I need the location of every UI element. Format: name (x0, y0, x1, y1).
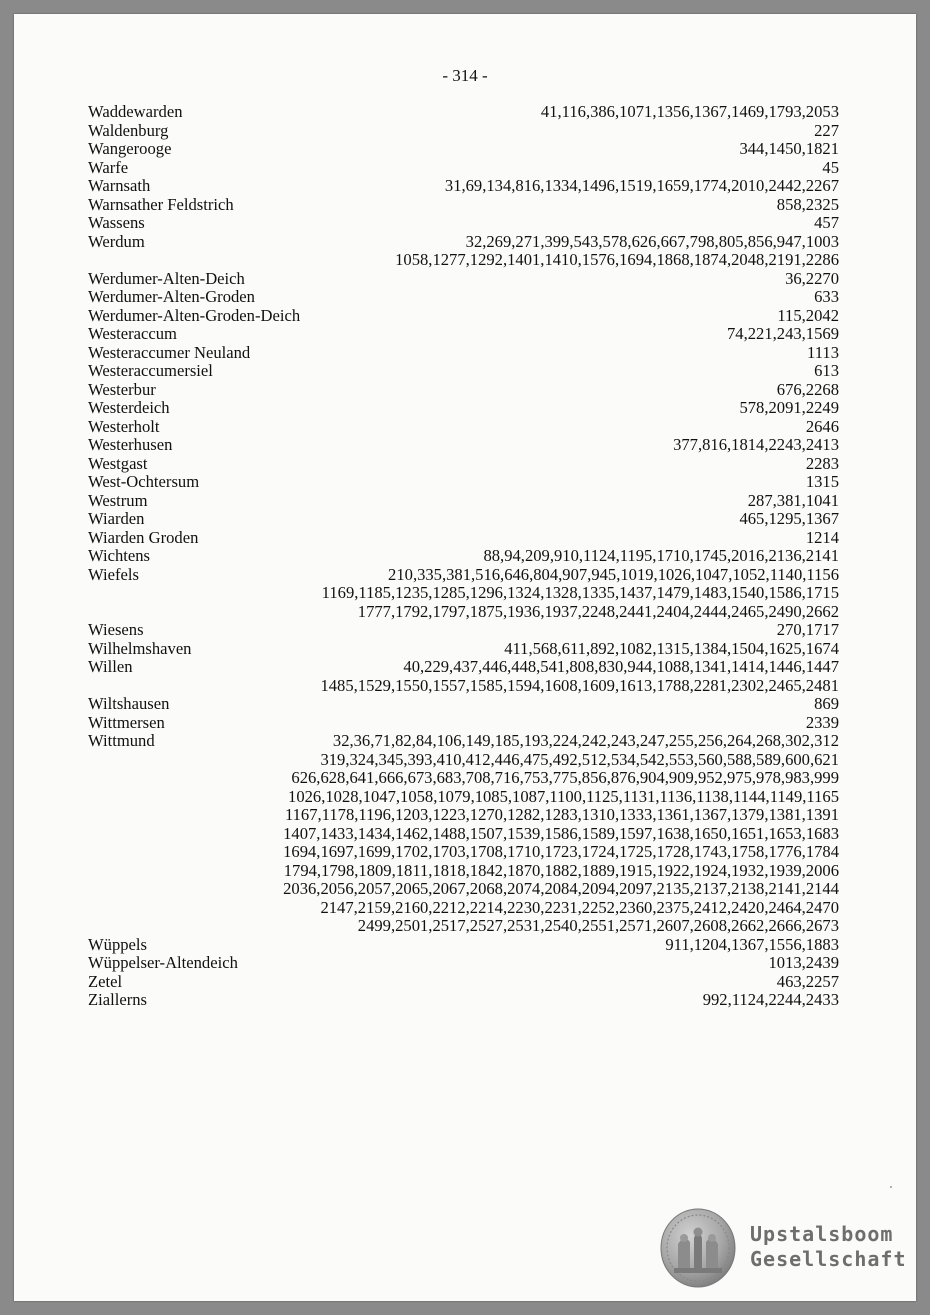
place-name: Warnsath (88, 176, 151, 195)
page-references (88, 214, 839, 233)
index-entry (88, 695, 839, 714)
place-name: Werdumer-Alten-Deich (88, 268, 245, 288)
page-references (88, 510, 839, 529)
index-entry (88, 325, 839, 344)
index-entry (88, 140, 839, 159)
place-index-list (88, 103, 839, 1010)
reference-line: 1113 (807, 342, 839, 362)
reference-line: 1169,1185,1235,1285,1296,1324,1328,1335,1437,1479,1483,1540,1586,1715 (321, 583, 839, 602)
reference-line: 1694,1697,1699,1702,1703,1708,1710,1723,1724,1725,1728,1743,1758,1776,1784 (283, 842, 839, 861)
index-entry (88, 307, 839, 326)
index-entry (88, 566, 839, 622)
place-name: Wiarden Groden (88, 527, 199, 547)
reference-line: 911,1204,1367,1556,1883 (665, 934, 839, 954)
page-references (88, 122, 839, 141)
index-entry (88, 214, 839, 233)
page-references (88, 936, 839, 955)
reference-line: 31,69,134,816,1334,1496,1519,1659,1774,2010,2442,2267 (444, 176, 839, 195)
place-name: Wichtens (88, 546, 150, 565)
page-number: - 314 - (442, 66, 488, 85)
place-name: Westeraccum (88, 324, 177, 343)
page-references (88, 566, 839, 622)
page-references (88, 325, 839, 344)
index-entry (88, 381, 839, 400)
index-entry (88, 399, 839, 418)
reference-line: 32,36,71,82,84,106,149,185,193,224,242,243,247,255,256,264,268,302,312 (332, 731, 839, 750)
reference-line: 1058,1277,1292,1401,1410,1576,1694,1868,1874,2048,2191,2286 (395, 250, 839, 269)
reference-line: 74,221,243,1569 (726, 324, 839, 343)
index-entry (88, 954, 839, 973)
place-name: Warfe (88, 157, 129, 177)
index-entry (88, 362, 839, 381)
place-name: Waddewarden (88, 102, 183, 121)
reference-line: 2646 (805, 416, 839, 436)
page-references (88, 621, 839, 640)
page-references (88, 436, 839, 455)
page-references (88, 547, 839, 566)
reference-line: 2283 (805, 453, 839, 473)
reference-line: 319,324,345,393,410,412,446,475,492,512,534,542,553,560,588,589,600,621 (320, 749, 839, 769)
index-entry (88, 547, 839, 566)
reference-line: 465,1295,1367 (739, 509, 839, 528)
index-entry (88, 233, 839, 270)
upstalsboom-logo (660, 1208, 910, 1290)
index-entry (88, 344, 839, 363)
place-name: Werdum (88, 231, 145, 251)
page-references (88, 473, 839, 492)
reference-line: 869 (814, 694, 839, 713)
reference-line: 1214 (805, 527, 839, 547)
place-name: Westerholt (88, 416, 160, 436)
index-entry (88, 714, 839, 733)
place-name: Westrum (88, 490, 148, 510)
index-entry (88, 936, 839, 955)
page-references (88, 492, 839, 511)
page-references (88, 399, 839, 418)
reference-line: 578,2091,2249 (739, 398, 839, 417)
index-entry (88, 177, 839, 196)
place-name: Westerbur (88, 379, 156, 399)
reference-line: 270,1717 (776, 620, 839, 639)
place-name: Werdumer-Alten-Groden (88, 287, 255, 306)
reference-line: 463,2257 (776, 971, 839, 991)
logo-line-2: Gesellschaft (750, 1247, 907, 1271)
reference-line: 1167,1178,1196,1203,1223,1270,1282,1283,1310,1333,1361,1367,1379,1381,1391 (284, 805, 839, 824)
index-entry (88, 991, 839, 1010)
reference-line: 1794,1798,1809,1811,1818,1842,1870,1882,1889,1915,1922,1924,1932,1939,2006 (283, 860, 839, 880)
page-references (88, 233, 839, 270)
reference-line: 210,335,381,516,646,804,907,945,1019,1026,1047,1052,1140,1156 (388, 564, 839, 584)
reference-line: 2147,2159,2160,2212,2214,2230,2231,2252,2360,2375,2412,2420,2464,2470 (320, 897, 839, 917)
reference-line: 1026,1028,1047,1058,1079,1085,1087,1100,1125,1131,1136,1138,1144,1149,1165 (288, 786, 839, 806)
page-references (88, 529, 839, 548)
reference-line: 344,1450,1821 (739, 139, 839, 158)
page-references (88, 381, 839, 400)
index-entry (88, 159, 839, 178)
index-entry (88, 455, 839, 474)
place-name: Westeraccumersiel (88, 361, 213, 380)
page-references (88, 640, 839, 659)
index-entry (88, 492, 839, 511)
reference-line: 1315 (805, 472, 839, 491)
index-entry (88, 270, 839, 289)
page-references (88, 658, 839, 695)
place-name: Westerdeich (88, 398, 170, 417)
reference-line: 2036,2056,2057,2065,2067,2068,2074,2084,2094,2097,2135,2137,2138,2141,2144 (283, 879, 839, 898)
place-name: Wilhelmshaven (88, 638, 192, 658)
page-references (88, 695, 839, 714)
page-references (88, 991, 839, 1010)
reference-line: 676,2268 (776, 379, 839, 399)
reference-line: 377,816,1814,2243,2413 (673, 435, 839, 454)
index-entry (88, 640, 839, 659)
place-name: Wüppelser-Altendeich (88, 953, 238, 972)
logo-text (750, 1222, 907, 1272)
reference-line: 40,229,437,446,448,541,808,830,944,1088,1341,1414,1446,1447 (403, 657, 839, 676)
index-entry (88, 436, 839, 455)
reference-line: 45 (822, 157, 839, 177)
place-name: Wüppels (88, 934, 147, 954)
page-references (88, 103, 839, 122)
seal-icon (660, 1208, 736, 1288)
reference-line: 2339 (805, 712, 839, 732)
reference-line: 227 (814, 120, 839, 140)
place-name: Ziallerns (88, 990, 147, 1009)
reference-line: 411,568,611,892,1082,1315,1384,1504,1625,1674 (504, 638, 839, 658)
place-name: Wangerooge (88, 139, 172, 158)
reference-line: 613 (814, 361, 839, 380)
reference-line: 32,269,271,399,543,578,626,667,798,805,856,947,1003 (465, 231, 839, 251)
reference-line: 626,628,641,666,673,683,708,716,753,775,856,876,904,909,952,975,978,983,999 (291, 768, 839, 787)
place-name: Wiltshausen (88, 694, 170, 713)
reference-line: 1013,2439 (768, 953, 839, 972)
reference-line: 41,116,386,1071,1356,1367,1469,1793,2053 (540, 102, 839, 121)
reference-line: 2499,2501,2517,2527,2531,2540,2551,2571,2607,2608,2662,2666,2673 (357, 916, 839, 935)
reference-line: 858,2325 (776, 194, 839, 214)
index-entry (88, 288, 839, 307)
page-references (88, 714, 839, 733)
index-entry (88, 418, 839, 437)
place-name: Wiesens (88, 620, 144, 639)
page-references (88, 418, 839, 437)
page-references (88, 177, 839, 196)
index-entry (88, 510, 839, 529)
place-name: Wiarden (88, 509, 145, 528)
scan-speck (890, 1186, 892, 1188)
index-entry (88, 621, 839, 640)
place-name: Willen (88, 657, 133, 676)
place-name: Wiefels (88, 564, 139, 584)
reference-line: 992,1124,2244,2433 (702, 990, 839, 1009)
reference-line: 36,2270 (785, 268, 839, 288)
reference-line: 287,381,1041 (747, 490, 839, 510)
index-entry (88, 658, 839, 695)
reference-line: 1777,1792,1797,1875,1936,1937,2248,2441,2404,2444,2465,2490,2662 (357, 601, 839, 621)
reference-line: 457 (814, 213, 839, 232)
place-name: Westeraccumer Neuland (88, 342, 251, 362)
place-name: Wittmund (88, 731, 155, 750)
place-name: Wittmersen (88, 712, 165, 732)
index-entry (88, 732, 839, 936)
index-entry (88, 973, 839, 992)
place-name: Westerhusen (88, 435, 173, 454)
place-name: Westgast (88, 453, 148, 473)
reference-line: 1407,1433,1434,1462,1488,1507,1539,1586,1589,1597,1638,1650,1651,1653,1683 (283, 823, 839, 843)
page-references (88, 732, 839, 936)
index-entry (88, 122, 839, 141)
page-references (88, 140, 839, 159)
logo-line-1: Upstalsboom (750, 1222, 894, 1246)
reference-line: 633 (814, 287, 839, 306)
page-references (88, 973, 839, 992)
reference-line: 115,2042 (777, 305, 839, 325)
place-name: Wassens (88, 213, 145, 232)
reference-line: 88,94,209,910,1124,1195,1710,1745,2016,2136,2141 (483, 546, 839, 565)
index-entry (88, 473, 839, 492)
page-references (88, 455, 839, 474)
place-name: Warnsather Feldstrich (88, 194, 234, 214)
index-entry (88, 196, 839, 215)
page-references (88, 159, 839, 178)
place-name: Waldenburg (88, 120, 169, 140)
index-entry (88, 103, 839, 122)
place-name: Zetel (88, 971, 123, 991)
reference-line: 1485,1529,1550,1557,1585,1594,1608,1609,1613,1788,2281,2302,2465,2481 (320, 675, 839, 695)
index-entry (88, 529, 839, 548)
place-name: Werdumer-Alten-Groden-Deich (88, 305, 301, 325)
place-name: West-Ochtersum (88, 472, 200, 491)
document-page (14, 14, 916, 1301)
